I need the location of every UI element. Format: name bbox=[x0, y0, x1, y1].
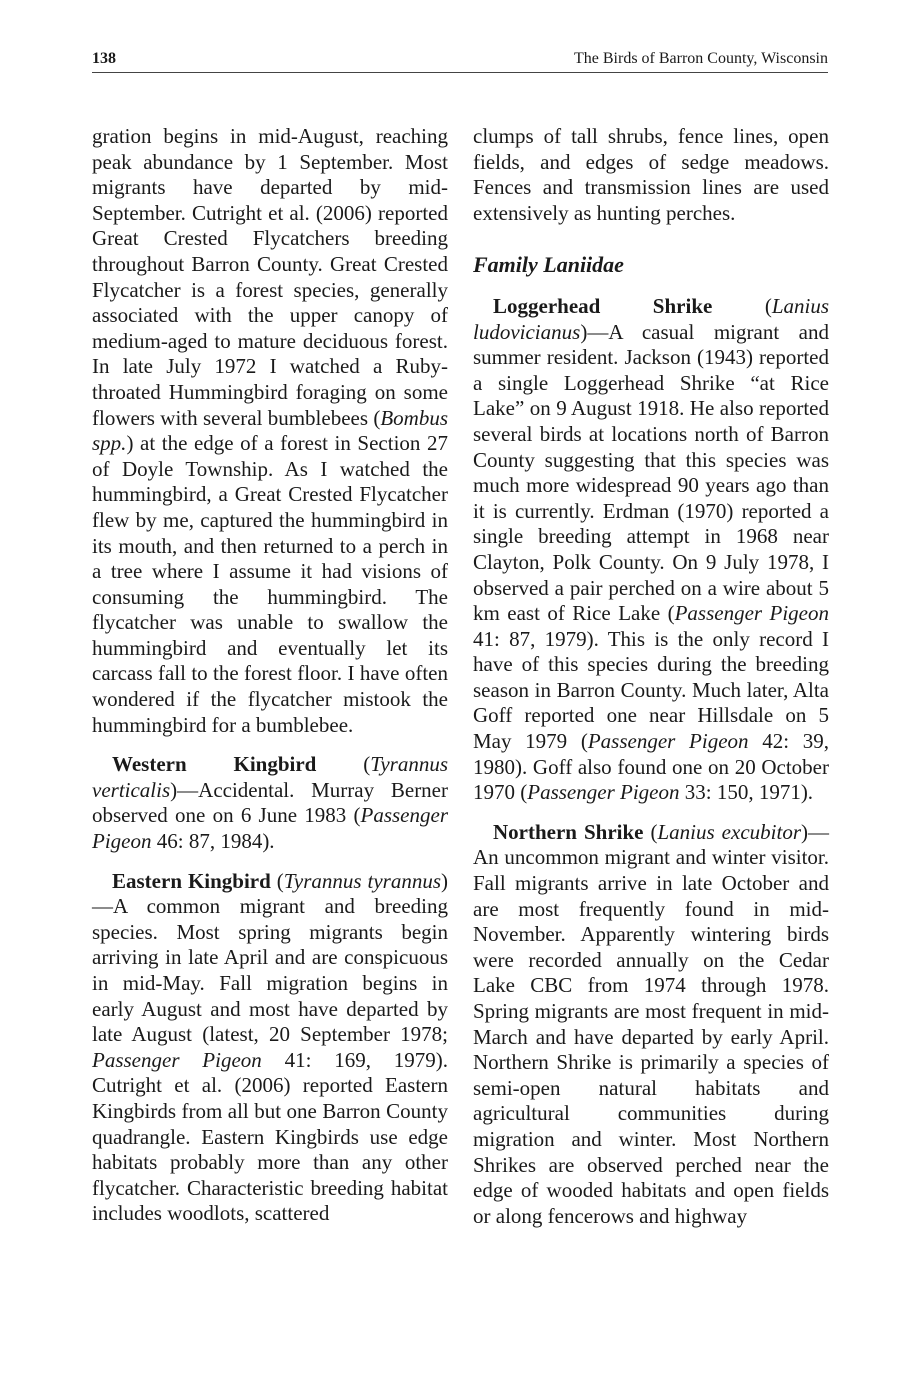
page-number: 138 bbox=[92, 50, 116, 67]
northern-shrike-entry bbox=[473, 820, 829, 1230]
loggerhead-shrike-entry bbox=[473, 294, 829, 806]
species-name: Loggerhead Shrike bbox=[493, 293, 713, 318]
entry-text: )—Accidental. Murray Berner observed one on 6 June 1983 ( bbox=[92, 777, 448, 828]
entry-text: 42: 39, 1980). Goff also found one on 20 October 1970 ( bbox=[473, 729, 829, 805]
paragraph-text: gration begins in mid-August, reaching peak abundance by 1 September. Most migrants have departed by mid-September. Cutright et al. (2006) reported Great Crested Flycatchers breeding throughout Barron County. Great Crested Flycatcher is a forest species, generally associated with the upper canopy of medium-aged to mature deciduous forest. In late July 1972 I watched a Ruby-throated Hummingbird foraging on some flowers with several bumblebees ( bbox=[92, 124, 448, 430]
entry-text: 41: 169, 1979). Cutright et al. (2006) reported Eastern Kingbirds from all but one Barron County quadrangle. Eastern Kingbirds use edge habitats probably more than any other flycatcher. Characteristic breeding habitat includes woodlots, scattered bbox=[92, 1047, 448, 1226]
species-name: Northern Shrike bbox=[493, 819, 644, 844]
scientific-name: Bombus spp. bbox=[92, 405, 448, 456]
paren: ( bbox=[316, 752, 371, 777]
eastern-kingbird-entry bbox=[92, 869, 448, 1227]
journal-name: Passenger Pigeon bbox=[587, 729, 749, 754]
entry-text: )—A casual migrant and summer resident. Jackson (1943) reported a single Loggerhead Shrike “at Rice Lake” on 9 August 1918. He also reported several birds at locations north of Barron County suggesting that this species was much more widespread 90 years ago than it is currently. Erdman (1970) reported a single breeding attempt in 1968 near Clayton, Polk County. On 9 July 1978, I observed a pair perched on a wire about 5 km east of Rice Lake ( bbox=[473, 319, 829, 626]
scientific-name: Lanius ludovicianus bbox=[473, 293, 829, 344]
flycatcher-paragraph bbox=[92, 124, 448, 738]
scientific-name: Tyrannus verticalis bbox=[92, 752, 448, 802]
journal-name: Passenger Pigeon bbox=[674, 601, 829, 626]
western-kingbird-entry bbox=[92, 752, 448, 854]
journal-name: Passenger Pigeon bbox=[527, 780, 680, 805]
species-name: Eastern Kingbird bbox=[112, 868, 271, 893]
family-heading: Family Laniidae bbox=[473, 252, 624, 278]
kingbird-continuation: clumps of tall shrubs, fence lines, open fields, and edges of sedge meadows. Fences and transmission lines are used extensively as hunting perches. bbox=[473, 124, 829, 225]
right-column bbox=[473, 124, 829, 1243]
page-header bbox=[92, 50, 828, 73]
species-name: Western Kingbird bbox=[112, 752, 317, 777]
entry-text: 41: 87, 1979). This is the only record I have of this species during the breeding season in Barron County. Much later, Alta Goff reported one near Hillsdale on 5 May 1979 ( bbox=[473, 626, 829, 754]
journal-name: Passenger Pigeon bbox=[92, 1047, 262, 1072]
entry-text: 33: 150, 1971). bbox=[679, 780, 814, 805]
scientific-name: Tyrannus tyrannus bbox=[283, 868, 441, 893]
paren: ( bbox=[643, 819, 658, 844]
scientific-name: Lanius excubitor bbox=[657, 819, 801, 844]
paragraph-text: ) at the edge of a forest in Section 27 of Doyle Township. As I watched the hummingbird, a Great Crested Flycatcher flew by me, captured the hummingbird in its mouth, and then returned to a perch in a tree where I assume it had visions of consuming the hummingbird. The flycatcher was unable to swallow the hummingbird and eventually let its carcass fall to the forest floor. I have often wondered if the flycatcher mistook the hummingbird for a bumblebee. bbox=[92, 431, 448, 737]
journal-name: Passenger Pigeon bbox=[92, 803, 448, 854]
paren: ( bbox=[712, 293, 772, 318]
entry-text: )—An uncommon migrant and winter visitor. Fall migrants arrive in late October and are most frequently found in mid-November. Apparently wintering birds were recorded annually on the Cedar Lake CBC from 1974 through 1978. Spring migrants are most frequent in mid-March and have departed by early April. Northern Shrike is primarily a species of semi-open natural habitats and agricultural communities during migration and winter. Most Northern Shrikes are observed perched near the edge of wooded habitats and open fields or along fencerows and highway bbox=[473, 819, 829, 1228]
paren: ( bbox=[270, 868, 284, 893]
left-column bbox=[92, 124, 448, 1241]
running-title: The Birds of Barron County, Wisconsin bbox=[574, 50, 828, 67]
entry-text: 46: 87, 1984). bbox=[151, 829, 275, 854]
entry-text: )—A common migrant and breeding species. Most spring migrants begin arriving in late April and are conspicuous in mid-May. Fall migration begins in early August and most have departed by late August (latest, 20 September 1978; bbox=[92, 868, 448, 1047]
